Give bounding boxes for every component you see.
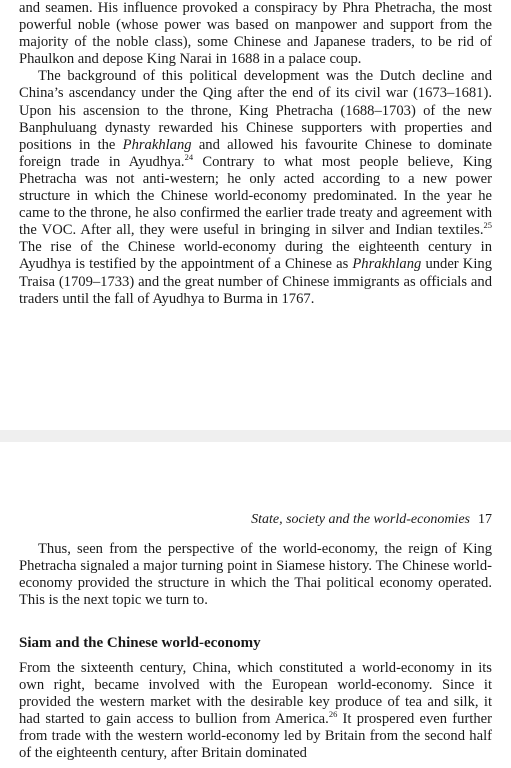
paragraph-chinese-world-economy: [19, 660, 492, 763]
running-header: [251, 512, 492, 528]
upper-page-text: [19, 0, 492, 308]
section-heading: Siam and the Chinese world-economy: [19, 635, 261, 651]
footnote-marker: 24: [184, 151, 194, 162]
paragraph-text: It prospered even further from trade with the western world-economy led by Britain from the second half of the eighteenth century, after Britain dominated: [19, 711, 492, 762]
footnote-marker: 26: [328, 709, 338, 720]
paragraph-continuation: [19, 0, 492, 68]
paragraph-text: From the sixteenth century, China, which constituted a world-economy in its own right, became involved with the European world-economy. Since it provided the western market with the desirable key produce of tea and silk, it had started to gain access to bullion from America.: [19, 660, 492, 728]
paragraph-text: The rise of the Chinese world-economy during the eighteenth century in Ayudhya is testified by the appointment of a Chinese as: [19, 239, 492, 273]
lower-page-intro-text: [19, 541, 492, 609]
page-number: 17: [478, 512, 492, 527]
section-body-text: [19, 660, 492, 763]
paragraph-text: under King Traisa (1709–1733) and the great number of Chinese immigrants as officials and traders until the fall of Ayudhya to Burma in 1767.: [19, 256, 492, 307]
paragraph-text: and seamen. His influence provoked a conspiracy by Phra Phetracha, the most powerful noble (whose power was based on manpower and support from the majority of the noble class), some Chinese and Japanese traders, to be rid of Phaulkon and depose King Narai in 1688 in a palace coup.: [19, 0, 492, 68]
paragraph-perspective: [19, 541, 492, 609]
paragraph-text: The background of this political development was the Dutch decline and China’s ascendancy under the Qing after the end of its civil war (1673–1681). Upon his ascension to the throne, King Phetracha (1688–1703) of the new Banphuluang dynasty rewarded his Chinese supporters with properties and positions in the: [19, 68, 492, 153]
footnote-marker: 25: [483, 220, 492, 231]
page-separator: [0, 430, 511, 442]
paragraph-text: and allowed his favourite Chinese to dominate foreign trade in Ayudhya.: [19, 136, 492, 170]
italic-term: Phrakhlang: [352, 256, 422, 273]
running-title: State, society and the world-economies: [251, 512, 470, 527]
paragraph-text: Contrary to what most people believe, King Phetracha was not anti-western; he only acted according to a new power structure in which the Chinese world-economy predominated. In the year he came to the throne, he also confirmed the earlier trade treaty and agreement with the VOC. After all, they were useful in bringing in silver and Indian textiles.: [19, 153, 493, 239]
paragraph-text: Thus, seen from the perspective of the world-economy, the reign of King Phetracha signaled a major turning point in Siamese history. The Chinese world-economy provided the structure in which the Thai political economy operated. This is the next topic we turn to.: [19, 541, 492, 609]
italic-term: Phrakhlang: [122, 136, 192, 153]
paragraph-background: [19, 68, 492, 307]
